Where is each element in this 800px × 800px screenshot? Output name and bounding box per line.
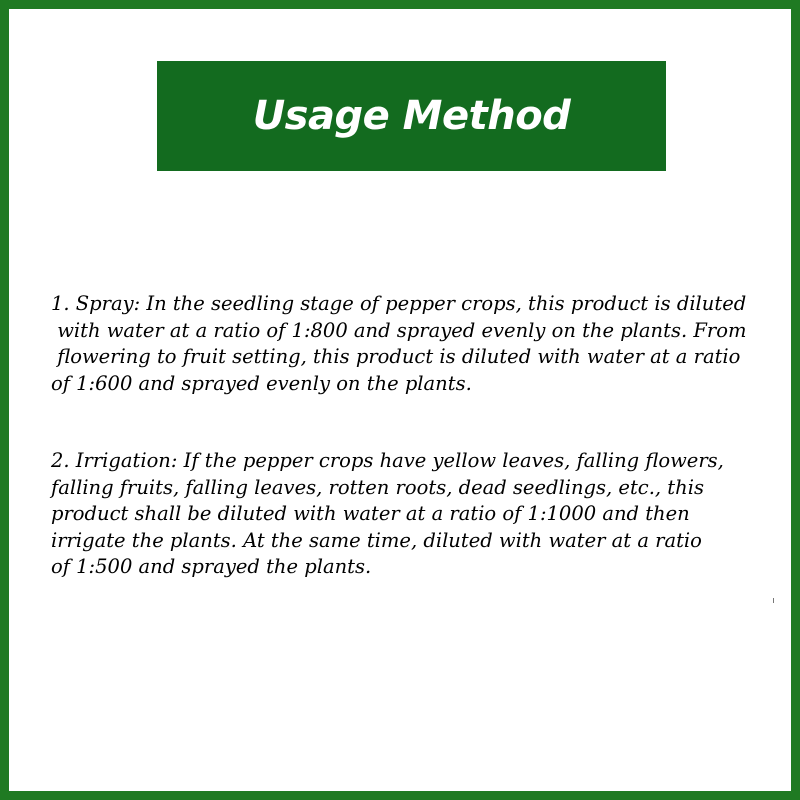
irrigation-instruction-paragraph	[51, 448, 724, 581]
paragraph-line: of 1:500 and sprayed the plants.	[51, 555, 372, 578]
spray-instruction-paragraph	[51, 291, 746, 397]
paragraph-line: 1. Spray: In the seedling stage of pepper crops, this product is diluted	[51, 292, 747, 315]
paragraph-line: irrigate the plants. At the same time, diluted with water at a ratio	[51, 528, 702, 552]
stray-mark	[773, 598, 774, 603]
paragraph-line: falling fruits, falling leaves, rotten roots, dead seedlings, etc., this	[51, 475, 704, 499]
title-banner	[157, 61, 666, 171]
page-title: Usage Method	[252, 93, 571, 139]
paragraph-line: with water at a ratio of 1:800 and sprayed evenly on the plants. From	[51, 318, 747, 342]
paragraph-line: flowering to fruit setting, this product is diluted with water at a ratio	[51, 345, 741, 368]
paragraph-line: 2. Irrigation: If the pepper crops have yellow leaves, falling flowers,	[51, 449, 724, 472]
paragraph-line: product shall be diluted with water at a ratio of 1:1000 and then	[51, 502, 690, 525]
paragraph-line: of 1:600 and sprayed evenly on the plants.	[51, 371, 472, 395]
